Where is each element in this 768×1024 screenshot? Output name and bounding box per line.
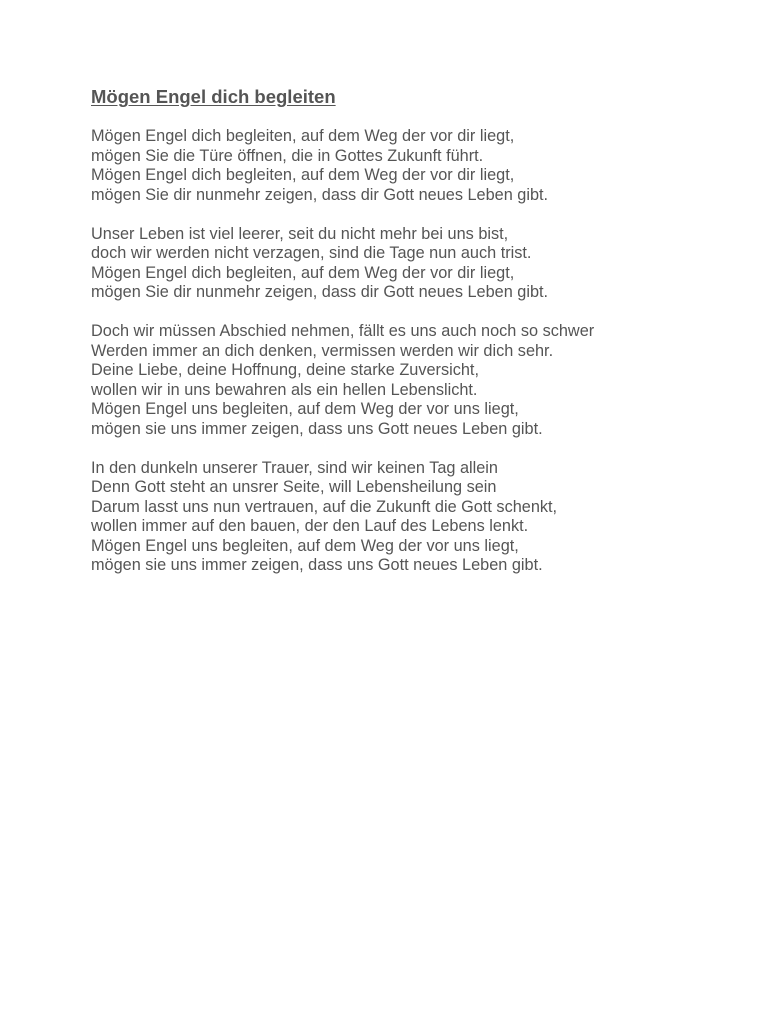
poem-line: mögen Sie dir nunmehr zeigen, dass dir Gott neues Leben gibt. bbox=[91, 185, 549, 204]
poem-line: mögen Sie dir nunmehr zeigen, dass dir Gott neues Leben gibt. bbox=[91, 283, 549, 301]
poem-line: mögen Sie die Türe öffnen, die in Gottes Zukunft führt. bbox=[91, 146, 484, 165]
poem-line: mögen sie uns immer zeigen, dass uns Gott neues Leben gibt. bbox=[91, 419, 543, 438]
poem-line: doch wir werden nicht verzagen, sind die Tage nun auch trist. bbox=[91, 244, 532, 262]
stanza-3 bbox=[91, 322, 731, 439]
poem-line: Mögen Engel dich begleiten, auf dem Weg der vor dir liegt, bbox=[91, 166, 515, 184]
poem-line: Mögen Engel dich begleiten, auf dem Weg der vor dir liegt, bbox=[91, 127, 515, 145]
poem-line: Werden immer an dich denken, vermissen werden wir dich sehr. bbox=[91, 341, 554, 360]
poem-line: Doch wir müssen Abschied nehmen, fällt es uns auch noch so schwer bbox=[91, 322, 595, 340]
document-body bbox=[91, 86, 731, 595]
poem-line: Mögen Engel uns begleiten, auf dem Weg der vor uns liegt, bbox=[91, 536, 519, 555]
stanza-4 bbox=[91, 459, 731, 576]
poem-line: Darum lasst uns nun vertrauen, auf die Zukunft die Gott schenkt, bbox=[91, 497, 558, 516]
poem-line: wollen wir in uns bewahren als ein hellen Lebenslicht. bbox=[91, 380, 478, 399]
stanza-1 bbox=[91, 127, 731, 205]
poem-line: Denn Gott steht an unsrer Seite, will Lebensheilung sein bbox=[91, 478, 497, 496]
poem-line: Unser Leben ist viel leerer, seit du nicht mehr bei uns bist, bbox=[91, 224, 509, 243]
poem-line: Mögen Engel dich begleiten, auf dem Weg der vor dir liegt, bbox=[91, 263, 515, 282]
poem-line: mögen sie uns immer zeigen, dass uns Gott neues Leben gibt. bbox=[91, 556, 543, 574]
stanza-2 bbox=[91, 225, 731, 303]
poem-line: wollen immer auf den bauen, der den Lauf des Lebens lenkt. bbox=[91, 517, 529, 535]
poem-line: Mögen Engel uns begleiten, auf dem Weg der vor uns liegt, bbox=[91, 400, 519, 418]
poem-line: In den dunkeln unserer Trauer, sind wir keinen Tag allein bbox=[91, 458, 498, 477]
poem-line: Deine Liebe, deine Hoffnung, deine starke Zuversicht, bbox=[91, 361, 479, 379]
document-title: Mögen Engel dich begleiten bbox=[91, 86, 336, 107]
